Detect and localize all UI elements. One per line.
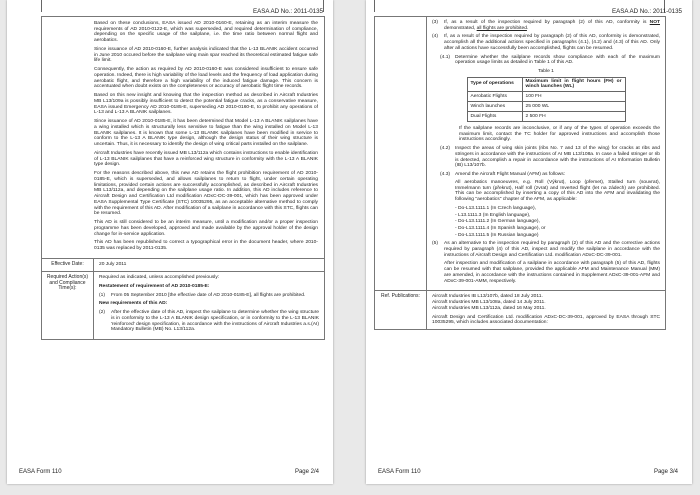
item-number: (2) (99, 310, 105, 316)
table-header-limit: Maximum limit in flight hours (FH) or winch launches (WL) (522, 77, 625, 91)
requirement-item-4-1 (440, 55, 660, 66)
item3-prohibited: all flights are prohibited (476, 25, 527, 31)
item-text: Amend the Aircraft Flight Manual (AFM) as follows: (455, 172, 566, 178)
table-caption: Table 1 (538, 68, 554, 74)
list-item: - Do-L13.1111.4 (In Spanish language), or (455, 225, 546, 231)
item-text: After the effective date of this AD, inspect the sailplane to determine whether the wing structure is in conformity to the L-13 A BLANIK design specification, or in conformity to the L-13 BLANIK 'reinforced' design specification, in accordance with the instructions of Aircraft Industries a.s.(AI) Mandatory Bulletin (MB) No. L13/112a. (111, 310, 319, 333)
after-table-text: If the sailplane records are inconclusive, or if any of the types of operation exceeds the maximum limit, contact the TC holder for approved instructions and accomplish those instructions accordingly. (459, 126, 660, 143)
ref-publications-row (375, 290, 665, 329)
item-text: From 05 September 2010 [the effective date of AD 2010-0185-E], all flights are prohibited. (111, 292, 306, 298)
ref-line: Aircraft Industries MB L13/112a, dated 16 May 2011. (432, 305, 546, 311)
table-cell-type: Aerobatic Flights (467, 92, 522, 102)
list-item: - L13.1111.3 (In English language), (455, 212, 531, 218)
afm-paragraph: All aerobatics manoeuvres, e.g. Roll (Výkrut), Loop (přemet), Stalled turn (souvrat), Immelmann turn (překrut), Half roll (zvrat) and Inverted flight (let na zádech) are prohibited. This can be accomplished by inserting a copy of this AD into the AFM and invalidating the following "aerobatics" chapter of the AFM, as applicable: (455, 179, 660, 202)
background-row (42, 17, 324, 258)
document-page-3 (366, 0, 692, 484)
requirement-item-2 (99, 310, 319, 333)
list-item: - Do-L13.1111.5 (In Russian language) (455, 232, 539, 238)
page-header: EASA AD No.: 2011-0135 (611, 8, 682, 15)
page-header: EASA AD No.: 2011-0135 (252, 8, 323, 15)
item-text: If, as a result of the inspection required by paragraph (2) of this AD, conformity is demonstrated, accomplish all the additional actions specified in paragraphs (4.1), (4.2) and (4.3) of this AD. Only after all actions have successfully been accomplished, flights can be resumed. (444, 34, 660, 51)
effective-date-label: Effective Date: (42, 259, 94, 271)
item-number: (4.2) (440, 146, 451, 152)
requirement-item-4-3 (440, 172, 660, 178)
background-text (42, 17, 324, 258)
list-item: - Do-L13.1111.1 (In Czech language), (455, 205, 537, 211)
item-number: (5) (432, 241, 438, 247)
paragraph: This AD has been republished to correct a typographical error in the document header, where 2010-0135 was replaced by 2011-0135. (94, 240, 318, 252)
ad-table (41, 16, 325, 340)
ref-publications-content (427, 291, 665, 329)
table-cell-type: Winch launches (467, 102, 522, 112)
item3-not: NOT (649, 20, 660, 25)
margin-mark (374, 0, 375, 12)
required-actions-label: Required Action(s) and Compliance Time(s): (42, 272, 94, 339)
margin-mark (323, 0, 324, 12)
ad-table (374, 16, 666, 330)
table-cell-limit: 100 FH (522, 92, 625, 102)
paragraph: Based on these conclusions, EASA issued AD 2010-0160-E, retaining as an interim measure the requirements of AD 2010-0122-E, which was superseded, and required determination of compliance, depending on the specific usage of the sailplane, i.e. the time ratio between normal flight and aerobatics. (94, 21, 318, 44)
item-text: Determine whether the sailplane records show compliance with each of the maximum operation usage limits as detailed in Table 1 of this AD. (455, 54, 660, 66)
footer-form: EASA Form 110 (378, 469, 421, 475)
item-text (444, 20, 660, 31)
required-actions-continued (427, 17, 665, 290)
paragraph: For the reasons described above, this new AD retains the flight prohibition requirement of AD 2010-0185-E, which is superseded, and allows sailplanes to return to flight, under certain operating limitations, provided certain actions are successfully accomplished, as described in Aircraft Industries MB L13/112a, and depending on the sailplane usage ratio. In addition, this AD includes reference to Aircraft Design and Certification Ltd modification ADxC-DC-39-001, which has been approved under EASA Supplemental Type Certificate (STC) 10035295, as an acceptable alternative method to comply with the requirement of this AD. After modification of a sailplane in accordance with this STC, flights can be resumed. (94, 171, 318, 217)
new-requirements-heading: New requirements of this AD: (99, 301, 168, 307)
list-item: - Do-L13.1111.2 (In German language), (455, 219, 540, 225)
required-actions-row (42, 271, 324, 339)
footer-page-number: Page 2/4 (294, 469, 319, 475)
afm-chapter-list (455, 206, 660, 239)
item3-pre: If, as a result of the inspection required by paragraph (2) of this AD, conformity is (444, 20, 650, 25)
paragraph: Based on this new insight and knowing that the inspection method as described in Aircraft Industries MB L13/109a is possibly insufficient to detect the potential fatigue cracks, as a conservative measure, EASA issued Emergency AD 2010-0185-E, superseding AD 2010-0160-E, to prohibit any operations of L-13 and L-13 A BLANIK sailplanes. (94, 93, 318, 116)
item3-mid: demonstrated, (444, 25, 477, 31)
item-text: Inspect the areas of wing skin joints (ribs No. 7 and 13 of the wing) for cracks at ribs and stringers in accordance with the instructions of AI MB L13/108a. In case a failed stringer or rib is detected, accomplish a repair in accordance with the instructions of AI Information Bulletin (IB) L13/107b. (455, 146, 660, 169)
table-row (467, 92, 625, 102)
paragraph: Since issuance of AD 2010-0160-E, further analysis indicated that the L-13 BLANIK accident occurred in June 2010 occured before the sailplane wing main spar reached its theoretical estimated fatigue safe life limit. (94, 47, 318, 64)
item-number: (4.1) (440, 54, 451, 60)
item-text: As an alternative to the inspection required by paragraph (2) of this AD and the corrective actions required by paragraph (4) of this AD, inspect and modify the sailplane in accordance with the instructions of Aircraft Design and Certification Ltd. modification ADxC-DC-39-001. (444, 241, 660, 258)
item-number: (3) (432, 20, 438, 25)
ref-publications-label: Ref. Publications: (375, 291, 427, 329)
paragraph: This AD is still considered to be an interim measure, until a modification and/or a proper inspection programme has been developed, approved and made available by the approval holder of the design change for in-service application. (94, 220, 318, 237)
requirement-item-4-2 (440, 146, 660, 169)
item3-end: . (526, 25, 529, 31)
effective-date-row (42, 258, 324, 271)
table-row (467, 112, 625, 122)
effective-date-value: 20 July 2011 (99, 262, 127, 267)
table-cell-type: Dual Flights (467, 112, 522, 122)
ref-line: Aircraft Industries MB L13/108a, dated 14 July 2011. (432, 300, 546, 306)
footer-page-number: Page 3/4 (653, 469, 678, 475)
table-cell-limit: 2 500 FH (522, 112, 625, 122)
table-header-row (467, 77, 625, 91)
table-row (467, 102, 625, 112)
item-number: (4.3) (440, 172, 451, 178)
table-cell-limit: 25 000 WL (522, 102, 625, 112)
margin-mark (41, 0, 42, 12)
ref-line: Aircraft Design and Certification Ltd. modification ADxC-DC-39-001, approved by EASA through STC 10035295, which includes associated documentation: (432, 314, 660, 326)
ref-line: Aircraft Industries IB L13/107b, dated 18 July 2011. (432, 294, 543, 300)
empty-label-cell (375, 17, 427, 290)
item-number: (4) (432, 34, 438, 40)
restatement-heading: Restatement of requirement of AD 2010-0185-E: (99, 283, 210, 289)
requirement-item-5 (432, 241, 660, 258)
required-intro: Required as indicated, unless accomplished previously: (99, 274, 220, 280)
requirement-item-1 (99, 293, 319, 299)
requirement-item-4 (432, 34, 660, 51)
item5-paragraph: After inspection and modification of a sailplane in accordance with paragraph (5) of this AD, flights can be resumed with that sailplane, provided the applicable AFM and Maintenance Manual (MM) are amended, in accordance with the instructions contained in Supplement ADxC-39-001-AFM and ADxC-39-001-AMM, respectively. (444, 261, 660, 284)
required-actions-content (94, 272, 324, 339)
required-actions-continued-row (375, 17, 665, 290)
item-number: (1) (99, 292, 105, 298)
document-page-2 (7, 0, 333, 484)
paragraph: Since issuance of AD 2010-0185-E, it has been determined that Model L-13 A BLANIK sailplanes have a wing installed which is structurally less sensitive to fatigue than the wing installed on Model L-13 BLANIK sailplanes. It is known that some L-13 BLANIK sailplanes have been modified in service to conform to the L-13 A BLANIK type design, although the design status of their wing structure is uncertain. Thus, it is necessary to identify the design of wing critical parts installed on the sailplane. (94, 119, 318, 148)
requirement-item-3 (432, 20, 660, 31)
table-header-type: Type of operations (467, 77, 522, 91)
usage-limits-table (467, 77, 626, 122)
footer-form: EASA Form 110 (19, 469, 62, 475)
paragraph: Aircraft Industries have recently issued MB L13/112a which contains instructions to enable identification of L-13 BLANIK sailplanes that have a reinforced wing structure in conformity with the L-13 A BLANIK type design. (94, 151, 318, 168)
paragraph: Consequently, the action as required by AD 2010-0160-E was considered insufficient to ensure safe operation. Indeed, there is high variability of the load levels and the frequency of load application during aerobatic flight, and therefore a high variability of the induced fatigue damage. This concern is accentuated when doubt exists on the completeness or accuracy of aerobatic flight time records. (94, 67, 318, 90)
